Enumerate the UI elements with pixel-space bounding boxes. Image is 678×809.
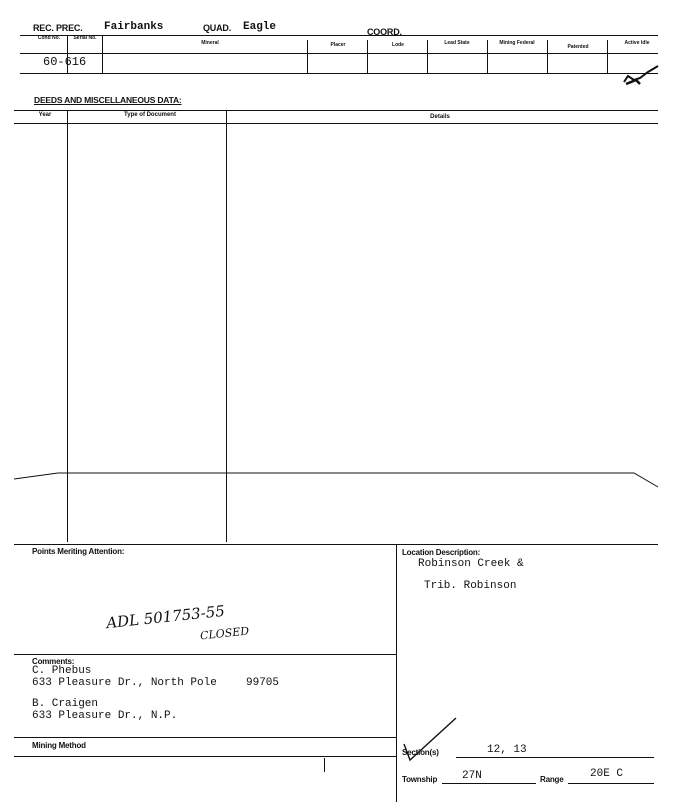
range-label: Range: [540, 775, 564, 784]
deeds-col-year: Year: [38, 112, 52, 118]
location-line2: Trib. Robinson: [424, 580, 517, 592]
col-patented: Patented: [567, 44, 589, 50]
section-value: 12, 13: [487, 744, 527, 756]
points-label: Points Meriting Attention:: [32, 547, 125, 556]
col-mining-federal: Mining Federal: [499, 40, 535, 46]
comments-label: Comments:: [32, 657, 75, 666]
table-header-rule: [20, 53, 658, 54]
comments-zip: 99705: [246, 677, 280, 689]
rec-prec-value: Fairbanks: [104, 21, 164, 33]
comments-line1: C. Phebus: [32, 665, 92, 677]
col-placer: Placer: [330, 42, 346, 48]
col-lode: Lode: [392, 42, 404, 48]
col-serial-no: Serial No.: [73, 35, 97, 41]
col-active-idle: Active Idle: [624, 40, 650, 46]
township-label: Township: [402, 775, 438, 784]
comments-line3: B. Craigen: [32, 698, 99, 710]
coord-label: COORD.: [367, 27, 402, 37]
location-line1: Robinson Creek &: [418, 558, 524, 570]
fold-line: [14, 465, 664, 495]
mining-method-label: Mining Method: [32, 741, 86, 750]
deeds-section-title: DEEDS AND MISCELLANEOUS DATA:: [34, 95, 182, 105]
quad-value: Eagle: [243, 21, 277, 33]
quad-label: QUAD.: [203, 23, 231, 33]
rec-prec-label: REC. PREC.: [33, 23, 83, 33]
col-lead-state: Lead State: [444, 40, 470, 46]
table-bottom-rule: [20, 73, 658, 74]
header-rule: [20, 35, 658, 36]
col-mineral: Mineral: [201, 40, 219, 46]
checkmark-scribble-icon: [614, 62, 662, 86]
location-label: Location Description:: [402, 548, 481, 557]
deeds-col-details: Details: [430, 114, 450, 120]
range-value: 20E C: [590, 768, 624, 780]
serial-number-value: 60-616: [43, 55, 87, 69]
deeds-col-type: Type of Document: [124, 112, 176, 118]
comments-line2: 633 Pleasure Dr., North Pole: [32, 677, 217, 689]
points-handwritten-line2: CLOSED: [199, 624, 250, 643]
col-cond-no: Cond No.: [37, 35, 61, 41]
section-label: Section(s): [402, 748, 439, 757]
points-handwritten-line1: ADL 501753-55: [105, 601, 226, 633]
township-value: 27N: [462, 770, 482, 782]
comments-line4: 633 Pleasure Dr., N.P.: [32, 710, 178, 722]
